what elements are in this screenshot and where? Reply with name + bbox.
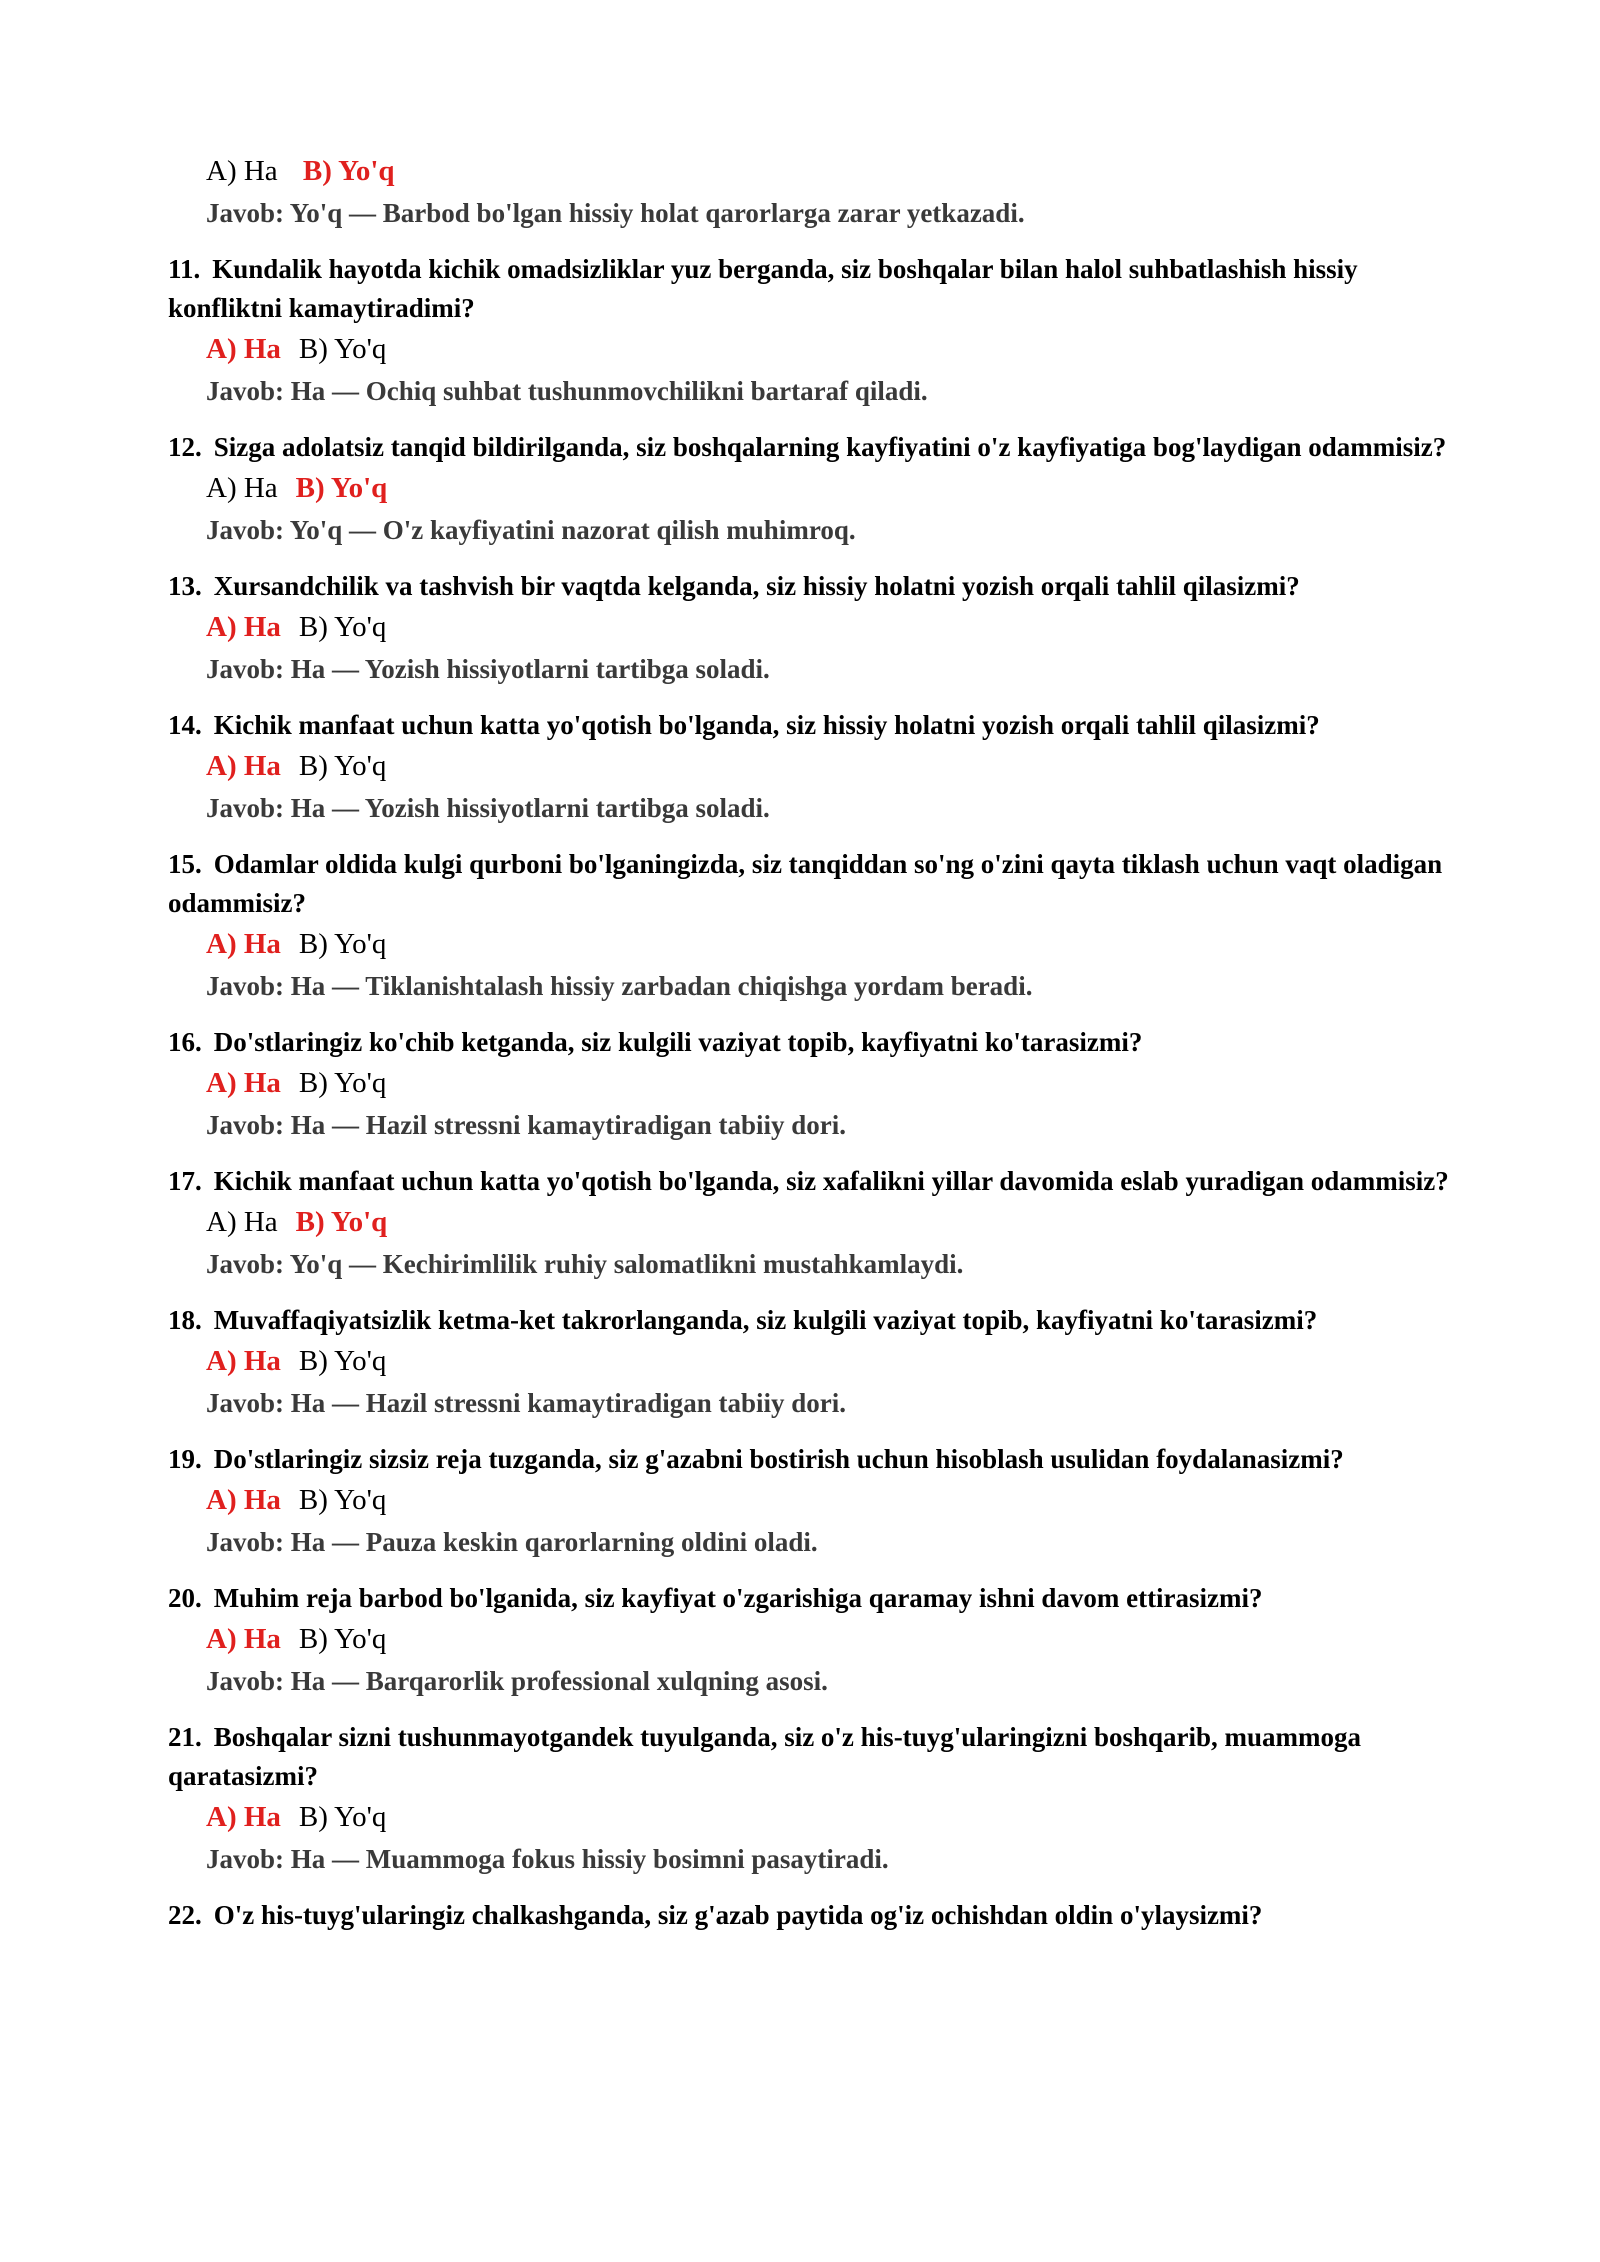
option-b: B) Yo'q (298, 750, 387, 782)
continued-question-block (168, 150, 1450, 234)
option-b: B) Yo'q (295, 1206, 388, 1238)
option-b: B) Yo'q (298, 1801, 387, 1833)
question-block (168, 1023, 1450, 1146)
question-block (168, 428, 1450, 551)
question-text (168, 567, 1450, 606)
question-list (168, 250, 1450, 1935)
question-text (168, 706, 1450, 745)
answer-explanation: Javob: Yo'q — Kechirimlilik ruhiy salomatlikni mustahkamlaydi. (206, 1249, 964, 1279)
question-block (168, 1579, 1450, 1702)
question-prompt: Kundalik hayotda kichik omadsizliklar yuz berganda, siz boshqalar bilan halol suhbatlashish hissiy konfliktni kamaytiradimi? (168, 254, 1358, 323)
answer-explanation: Javob: Ha — Pauza keskin qarorlarning oldini oladi. (206, 1527, 818, 1557)
question-prompt: Odamlar oldida kulgi qurboni bo'lganingizda, siz tanqiddan so'ng o'zini qayta tiklash uchun vaqt oladigan odammisiz? (168, 849, 1443, 918)
question-prompt: Muvaffaqiyatsizlik ketma-ket takrorlanganda, siz kulgili vaziyat topib, kayfiyatni ko'tarasizmi? (213, 1305, 1318, 1335)
question-prompt: Kichik manfaat uchun katta yo'qotish bo'lganda, siz xafalikni yillar davomida eslab yuradigan odammisiz? (213, 1166, 1449, 1196)
question-block (168, 1440, 1450, 1563)
question-block (168, 250, 1450, 412)
option-b: B) Yo'q (298, 928, 387, 960)
answer-explanation: Javob: Ha — Hazil stressni kamaytiradigan tabiiy dori. (206, 1110, 847, 1140)
question-number: 21. (168, 1722, 202, 1752)
question-prompt: O'z his-tuyg'ularingiz chalkashganda, siz g'azab paytida og'iz ochishdan oldin o'ylaysizmi? (213, 1900, 1263, 1930)
question-text (168, 1718, 1450, 1796)
question-block (168, 706, 1450, 829)
answer-options (168, 923, 1450, 965)
question-text (168, 428, 1450, 467)
question-block (168, 1162, 1450, 1285)
answer-explanation: Javob: Ha — Yozish hissiyotlarni tartibga soladi. (206, 654, 770, 684)
question-prompt: Muhim reja barbod bo'lganida, siz kayfiyat o'zgarishiga qaramay ishni davom ettirasizmi? (213, 1583, 1263, 1613)
option-a: A) Ha (206, 1484, 281, 1516)
option-a: A) Ha (206, 1345, 281, 1377)
question-prompt: Do'stlaringiz ko'chib ketganda, siz kulgili vaziyat topib, kayfiyatni ko'tarasizmi? (213, 1027, 1143, 1057)
option-a: A) Ha (206, 928, 281, 960)
answer-options (168, 745, 1450, 787)
question-text (168, 845, 1450, 923)
option-b: B) Yo'q (298, 611, 387, 643)
question-text (168, 1896, 1450, 1935)
option-a: A) Ha (206, 1801, 281, 1833)
question-block (168, 1301, 1450, 1424)
option-b: B) Yo'q (298, 1067, 387, 1099)
option-a: A) Ha (206, 1067, 281, 1099)
answer-options (168, 1340, 1450, 1382)
answer-explanation: Javob: Ha — Tiklanishtalash hissiy zarbadan chiqishga yordam beradi. (206, 971, 1033, 1001)
option-a: A) Ha (206, 333, 281, 365)
question-text (168, 1301, 1450, 1340)
option-a: A) Ha (206, 155, 278, 187)
option-a: A) Ha (206, 1623, 281, 1655)
answer-explanation: Javob: Yo'q — O'z kayfiyatini nazorat qilish muhimroq. (206, 515, 856, 545)
question-number: 20. (168, 1583, 202, 1613)
answer-options (168, 150, 1450, 192)
option-b: B) Yo'q (298, 1484, 387, 1516)
question-prompt: Sizga adolatsiz tanqid bildirilganda, siz boshqalarning kayfiyatini o'z kayfiyatiga bog'laydigan odammisiz? (213, 432, 1447, 462)
question-number: 11. (168, 254, 201, 284)
question-number: 16. (168, 1027, 202, 1057)
question-block (168, 845, 1450, 1007)
question-number: 14. (168, 710, 202, 740)
answer-options (168, 1618, 1450, 1660)
question-number: 15. (168, 849, 202, 879)
question-text (168, 250, 1450, 328)
question-block (168, 1896, 1450, 1935)
option-a: A) Ha (206, 611, 281, 643)
question-number: 18. (168, 1305, 202, 1335)
question-number: 19. (168, 1444, 202, 1474)
answer-explanation: Javob: Ha — Barqarorlik professional xulqning asosi. (206, 1666, 828, 1696)
question-number: 22. (168, 1900, 202, 1930)
option-b: B) Yo'q (298, 333, 387, 365)
answer-options (168, 606, 1450, 648)
answer-options (168, 1062, 1450, 1104)
question-number: 13. (168, 571, 202, 601)
question-text (168, 1162, 1450, 1201)
question-text (168, 1579, 1450, 1618)
option-b: B) Yo'q (302, 155, 395, 187)
answer-explanation: Javob: Ha — Yozish hissiyotlarni tartibga soladi. (206, 793, 770, 823)
question-number: 17. (168, 1166, 202, 1196)
option-a: A) Ha (206, 750, 281, 782)
answer-explanation: Javob: Ha — Muammoga fokus hissiy bosimni pasaytiradi. (206, 1844, 889, 1874)
option-b: B) Yo'q (295, 472, 388, 504)
option-a: A) Ha (206, 1206, 278, 1238)
option-a: A) Ha (206, 472, 278, 504)
answer-options (168, 1479, 1450, 1521)
question-prompt: Xursandchilik va tashvish bir vaqtda kelganda, siz hissiy holatni yozish orqali tahlil qilasizmi? (213, 571, 1300, 601)
option-b: B) Yo'q (298, 1345, 387, 1377)
question-block (168, 567, 1450, 690)
answer-options (168, 1201, 1450, 1243)
answer-options (168, 1796, 1450, 1838)
answer-explanation: Javob: Ha — Hazil stressni kamaytiradigan tabiiy dori. (206, 1388, 847, 1418)
answer-explanation: Javob: Yo'q — Barbod bo'lgan hissiy holat qarorlarga zarar yetkazadi. (206, 198, 1025, 228)
question-number: 12. (168, 432, 202, 462)
question-prompt: Do'stlaringiz sizsiz reja tuzganda, siz g'azabni bostirish uchun hisoblash usulidan foydalanasizmi? (213, 1444, 1344, 1474)
question-text (168, 1023, 1450, 1062)
answer-explanation: Javob: Ha — Ochiq suhbat tushunmovchilikni bartaraf qiladi. (206, 376, 928, 406)
question-prompt: Kichik manfaat uchun katta yo'qotish bo'lganda, siz hissiy holatni yozish orqali tahlil qilasizmi? (213, 710, 1320, 740)
question-block (168, 1718, 1450, 1880)
answer-options (168, 328, 1450, 370)
question-text (168, 1440, 1450, 1479)
answer-options (168, 467, 1450, 509)
option-b: B) Yo'q (298, 1623, 387, 1655)
question-prompt: Boshqalar sizni tushunmayotgandek tuyulganda, siz o'z his-tuyg'ularingizni boshqarib, muammoga qaratasizmi? (168, 1722, 1362, 1791)
